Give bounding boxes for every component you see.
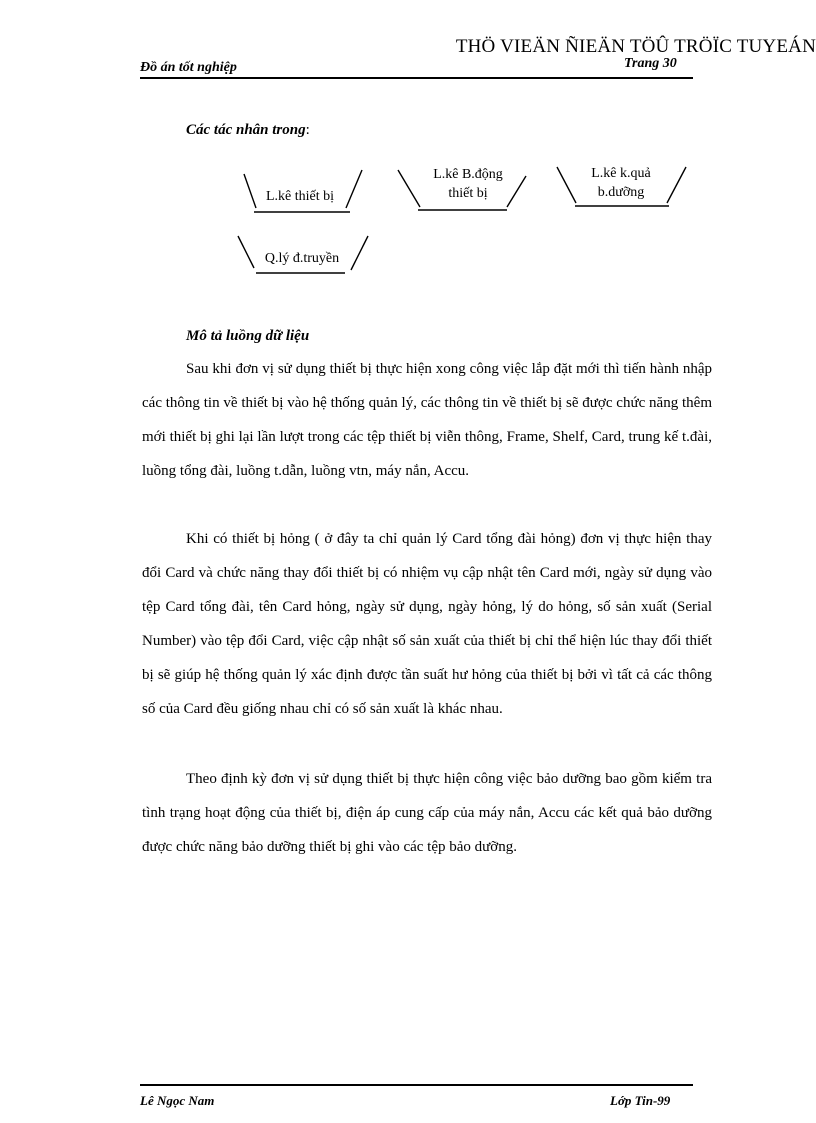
- actor-label-1: L.kê thiết bị: [265, 189, 335, 204]
- actor-label-2: L.kê B.động thiết bị: [433, 167, 503, 201]
- document-label: Đồ án tốt nghiệp: [140, 60, 237, 75]
- author-name: Lê Ngọc Nam: [140, 1093, 215, 1108]
- class-label: Lớp Tin-99: [610, 1093, 671, 1108]
- actors-section-title: Các tác nhân trong:: [186, 122, 310, 138]
- actor-symbols: [0, 0, 816, 300]
- paragraph-3: Theo định kỳ đơn vị sử dụng thiết bị thực hiện công việc bảo dưỡng bao gồm kiểm tra tình trạng hoạt động của thiết bị, điện áp cung cấp của máy nắn, Accu các kết quả bảo dưỡng được chức năng bảo dưỡng thiết bị ghi vào các tệp bảo dưỡng.: [142, 771, 712, 855]
- footer-rule: [140, 1084, 693, 1086]
- actor-label-4: Q.lý đ.truyền: [264, 251, 340, 266]
- site-title: THÖ VIEÄN ÑIEÄN TÖÛ TRÖÏC TUYEÁN: [455, 36, 816, 57]
- paragraph-2: Khi có thiết bị hỏng ( ở đây ta chỉ quản lý Card tổng đài hỏng) đơn vị thực hiện thay đổi Card và chức năng thay đổi thiết bị có nhiệm vụ cập nhật tên Card mới, ngày sử dụng vào tệp Card tổng đài, tên Card hỏng, ngày sử dụng, ngày hỏng, lý do hỏng, số sản xuất (Serial Number) vào tệp đổi Card, việc cập nhật số sản xuất của thiết bị chỉ thể hiện lúc thay đổi thiết bị sẽ giúp hệ thống quản lý xác định được tần suất hư hỏng của thiết bị bởi vì tất cả các thông số của Card đều giống nhau chỉ có số sản xuất là khác nhau.: [142, 531, 712, 717]
- data-flow-section-title: Mô tả luồng dữ liệu: [186, 328, 310, 344]
- actor-label-3: L.kê k.quả b.dưỡng: [591, 166, 651, 200]
- paragraph-1: Sau khi đơn vị sử dụng thiết bị thực hiện xong công việc lắp đặt mới thì tiến hành nhập các thông tin về thiết bị vào hệ thống quản lý, các thông tin về thiết bị sẽ được chức năng thêm mới thiết bị ghi lại lần lượt trong các tệp thiết bị viễn thông, Frame, Shelf, Card, trung kế t.đài, luồng tổng đài, luồng t.dẫn, luồng vtn, máy nắn, Accu.: [142, 361, 712, 479]
- page-number: Trang 30: [624, 56, 677, 71]
